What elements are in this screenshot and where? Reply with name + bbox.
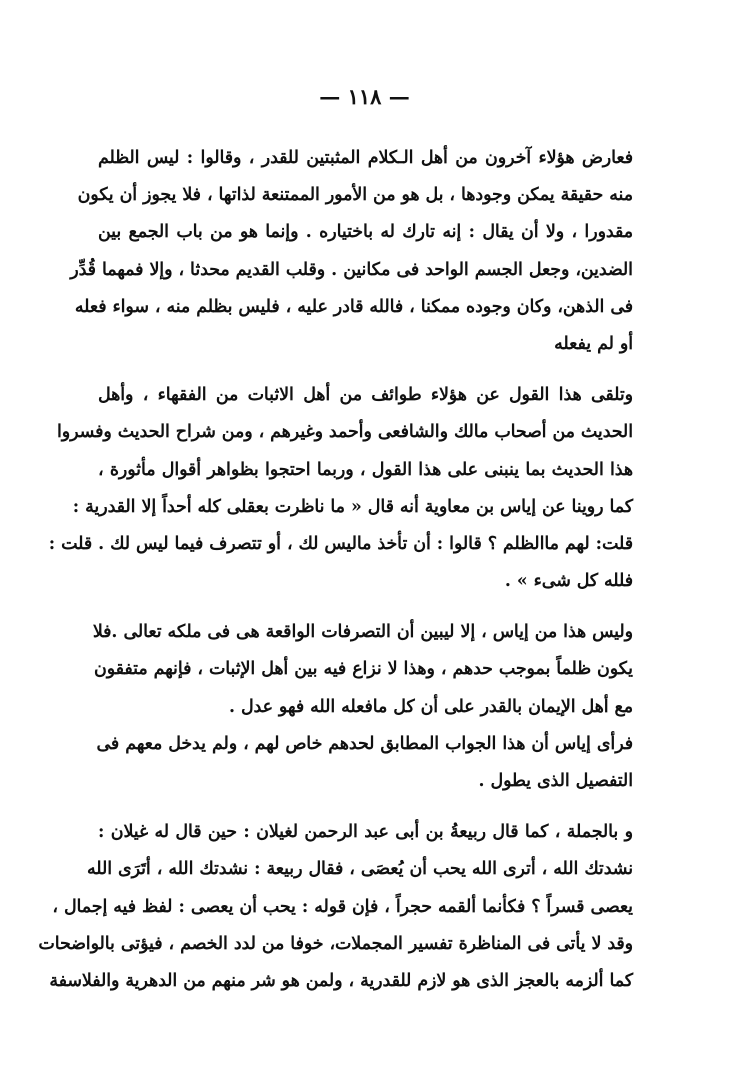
text-line: التفصيل الذى يطول . [478, 771, 633, 791]
text-line: وقد لا يأتى فى المناظرة تفسير المجملات، خوفا من لدد الخصم ، فيؤتى بالواضحات [38, 933, 633, 954]
paragraph-gap [98, 363, 633, 377]
text-line: منه حقيقة يمكن وجودها ، بل هو من الأمور الممتنعة لذاتها ، فلا يجوز أن يكون [77, 185, 633, 206]
text-line: نشدتك الله ، أترى الله يحب أن يُعصَى ، فقال ربيعة : نشدتك الله ، أتَرَى الله [86, 859, 633, 880]
paragraph-gap [98, 800, 633, 814]
text-line: الضدين، وجعل الجسم الواحد فى مكانين . وقلب القديم محدثا ، وإلا فمهما قُدِّر [70, 259, 633, 280]
text-line: قلت: لهم ماالظلم ؟ قالوا : أن تأخذ ماليس لك ، أو تتصرف فيما ليس لك . قلت : [48, 533, 633, 554]
text-line: فرأى إياس أن هذا الجواب المطابق لحدهم خاص لهم ، ولم يدخل معهم فى [96, 733, 633, 754]
text-line: مع أهل الإيمان بالقدر على أن كل مافعله الله فهو عدل . [228, 696, 633, 717]
text-line: الحديث من أصحاب مالك والشافعى وأحمد وغيرهم ، ومن شراح الحديث وفسروا [57, 422, 633, 443]
text-line: كما روينا عن إياس بن معاوية أنه قال « ما ناظرت بعقلى كله أحداً إلا القدرية : [72, 496, 633, 517]
text-line: وتلقى هذا القول عن هؤلاء طوائف من أهل الاثبات من الفقهاء ، وأهل [98, 385, 633, 406]
text-line: هذا الحديث بما ينبنى على هذا القول ، وربما احتجوا بظواهر أقوال مأثورة ، [98, 459, 633, 480]
text-line: وليس هذا من إياس ، إلا ليبين أن التصرفات الواقعة هى فى ملكه تعالى .فلا [92, 622, 633, 643]
text-line: فلله كل شىء » . [504, 571, 633, 592]
text-line: يكون ظلماً بموجب حدهم ، وهذا لا نزاع فيه بين أهل الإثبات ، فإنهم متفقون [94, 659, 633, 680]
text-line: أو لم يفعله [554, 333, 633, 354]
paragraph-2 [48, 377, 633, 600]
paragraph-gap [98, 600, 633, 614]
text-line: كما ألزمه بالعجز الذى هو لازم للقدرية ، ولمن هو شر منهم من الدهرية والفلاسفة [49, 970, 633, 991]
text-line: يعصى قسراً ؟ فكأنما ألقمه حجراً ، فإن قوله : يحب أن يعصى : لفظ فيه إجمال ، [52, 896, 633, 917]
text-line: مقدورا ، ولا أن يقال : إنه تارك له باختياره . وإنما هو من باب الجمع بين [98, 222, 633, 243]
text-line: فى الذهن، وكان وجوده ممكنا ، فالله قادر عليه ، فليس بظلم منه ، سواء فعله [74, 296, 633, 317]
paragraph-5 [38, 814, 633, 1000]
page-body [38, 140, 633, 1000]
text-line: و بالجملة ، كما قال ربيعةُ بن أبى عبد الرحمن لغيلان : حين قال له غيلان : [98, 822, 633, 843]
paragraph-4 [98, 726, 633, 800]
paragraph-3 [92, 614, 633, 726]
page-number: — ١١٨ — [319, 84, 410, 109]
text-line: فعارض هؤلاء آخرون من أهل الـكلام المثبتين للقدر ، وقالوا : ليس الظلم [98, 148, 633, 168]
paragraph-1 [70, 140, 633, 363]
